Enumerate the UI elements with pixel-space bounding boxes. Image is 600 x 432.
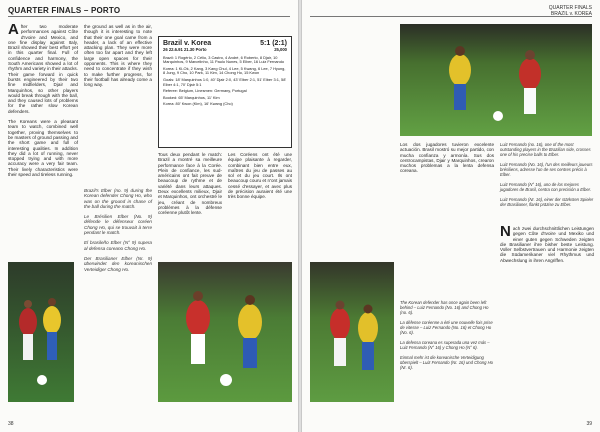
- match-detail: Referee: Belgium, Linesmen: Germany, Portugal: [163, 88, 247, 94]
- match-photo-top-right: [400, 24, 592, 136]
- page-title: QUARTER FINALS – PORTO: [8, 6, 121, 15]
- photo-caption: Der Brasilianer Elber (Nr. 9) überwindet den koreanischen Verteidiger Chong Ho.: [84, 255, 152, 272]
- photo-caption: Le Brésilien Elber (No. 9) défende le défenseur coréen Chong Ho, qui se trouvait à terre pendant le match.: [84, 214, 152, 236]
- photo-caption: Luiz Fernando (no. 16), one of the most outstanding players in the Brazilian side, crosses one of his precise balls to Elber.: [500, 142, 591, 157]
- article-column-2: [84, 24, 152, 93]
- running-header-line: BRAZIL v. KOREA: [550, 11, 592, 17]
- article-column-1: [8, 21, 78, 182]
- page-number: 39: [586, 421, 592, 427]
- match-detail: Brazil: 1 Rogério, 2 Célio, 3 Castro, 4 André, 6 Roberto, 8 Djair, 10 Marquinhos, 9 Marcelinho, 11 Paulo Nunes, 5 Elber, 16 Luiz Fernando: [163, 54, 285, 65]
- photo-caption: Luiz Fernando (No. 16), l'un des meilleurs joueurs brésiliens, adresse l'un de ses centres précis à Elber.: [500, 162, 593, 177]
- caption-block-right: [500, 142, 594, 212]
- match-detail: Korea: 80' Kwon (Kim), 16' Kwang (Cho): [163, 101, 233, 107]
- football-scene-illustration: [310, 262, 394, 402]
- match-photo-left: [8, 262, 74, 402]
- photo-caption: The Korean defender has once again been left behind – Luiz Fernando (No. 16) and Chong Ho (no. 6).: [400, 300, 489, 315]
- photo-caption: Brazil's Elber (no. 9) during the Korean defender Chong Ho, who was on the ground in chase of the ball during the match.: [84, 188, 152, 209]
- match-detail: Korea: 1 Ki-Ok, 2 Kang, 3 Kang Chul, 4 Lee, 5 Kwang, 6 Lee, 7 Hyung, 8 Jung, 9 Cho, 10 Park, 11 Kim, 14 Chong Ho, 15 Kwon: [163, 65, 286, 76]
- photo-caption: La défense coréenne a été une nouvelle fois prise de vitesse – Luiz Fernando (No. 16) et Chong Ho (No. 6).: [400, 320, 493, 335]
- photo-caption: El brasileño Elber (N° 9) supera al defensa coreano Chong Ho.: [84, 240, 152, 251]
- article-column-6: [500, 223, 594, 268]
- photo-caption: Luiz Fernando (N° 16), uno de los mejores jugadores de Brasil, centra con precisión a Elber.: [500, 182, 592, 192]
- photo-caption: Einmal mehr ist die koreanische Verteidigung überspielt – Luiz Fernando (Nr. 16) und Chong Ho (Nr. 6).: [400, 355, 493, 370]
- match-detail: Booked: 65' Marquinhos, 11' Kim: [163, 94, 220, 100]
- football-scene-illustration: [400, 24, 592, 136]
- football-scene-illustration: [8, 262, 74, 402]
- article-column-3: [158, 152, 222, 221]
- caption-block-left: [400, 300, 494, 375]
- article-paragraph: Les Coréens ont été une équipe plaisante à regarder, combinant bien entre eux, maîtres du jeu de passes au sol et du jeu court. Ils ont beaucoup couru et n'ont jamais cessé d'essayer, et avec plus de précision auraient été une très bonne équipe.: [228, 152, 292, 200]
- match-score: 5:1 (2:1): [260, 40, 287, 47]
- header-rule: [310, 16, 592, 17]
- article-paragraph: The Koreans were a pleasant team to watch, combined well together, proving themselves to be masters of ground passing and the short game and full of interesting qualities. In addition they did a lot of running, never stopped trying and with more accuracy were a very fair team. Their lively characteristics were their speed and tireless running.: [8, 119, 78, 178]
- article-paragraph: Los dos jugadores tuvieron excelente actuación. Brasil mostró su mejor partido, con mucha confianza y armonía. Sus dos centrocampistas, Djair y Marquinhos, crearon muchos problemas a la lenta defensa coreana.: [400, 142, 494, 174]
- article-paragraph: After two moderate performances against Côte d'Ivoire and Mexico, and one fine display against Italy, Brazil showed their best effort yet in this quarter final. Full of confidence and harmony, the South Americans showed a lot of rhythm and variety in their attacks. Their game forward in quick bursts engineered by their two fine midfielders, Djair and Marquinhos, so other players would break through with the ball, and they caused lots of problems for the rather slow Korean defenders.: [8, 21, 78, 114]
- caption-column: [84, 188, 152, 277]
- photo-caption: La defensa coreana es superada una vez más – Luiz Fernando (N° 16) y Chong Ho (N° 6).: [400, 340, 490, 350]
- match-title: Brazil v. Korea: [163, 40, 212, 47]
- article-paragraph: Nach zwei durchschnittlichen Leistungen gegen Côte d'Ivoire und Mexiko und einer guten gegen Schweden zeigten die Brasilianer ihre bisher beste Leistung. Voller Selbstvertrauen und Harmonie zeigten die Südamerikaner viel Rhythmus und Abwechslung in ihren Angriffen.: [500, 223, 594, 263]
- football-scene-illustration: [158, 262, 292, 402]
- match-detail: Goals: 18' Marquinhos 1:0, 40' Djair 2:0, 43' Elber 2:1, 51' Elber 3:1, 58' Elber 4:1, 70' Djair 5:1: [163, 76, 287, 87]
- article-paragraph: the ground as well as in the air, though it is interesting to note that their one goal came from a header, a lack of an effective attacking plan. They were more often too far apart and they left large open spaces for their opponents. This is where they need to concentrate if they wish to make further progress, for their football has already come a long way.: [84, 24, 152, 88]
- match-date: 26 22.6.91 21.30 Porto: [163, 47, 207, 52]
- article-column-4: [228, 152, 292, 205]
- photo-caption: Luiz Fernando (Nr. 16), einer der stärksten Spieler der Brasilianer, flankt präzise zu Elber.: [500, 197, 594, 207]
- match-info-box: [158, 36, 292, 148]
- running-header-line: QUARTER FINALS: [548, 5, 592, 11]
- right-page: [302, 0, 600, 432]
- page-number: 38: [8, 421, 14, 427]
- match-photo-bottom-left: [310, 262, 394, 402]
- header-rule: [8, 16, 290, 17]
- article-paragraph: Tous deux pendant le match: Brazil a montré sa meilleure performance face à la Corée. Plein de confiance, les sud-américains ont fait preuve de beaucoup de rythme et de variété dans leurs attaques. Deux excellents milieux, Djair et Marquinhos, ont orchestré le jeu, créant de nombreux problèmes à la défense coréenne plutôt lente.: [158, 152, 222, 216]
- left-page: [0, 0, 298, 432]
- match-attendance: 25,000: [274, 47, 287, 52]
- article-column-5: [400, 142, 494, 179]
- match-photo-center: [158, 262, 292, 402]
